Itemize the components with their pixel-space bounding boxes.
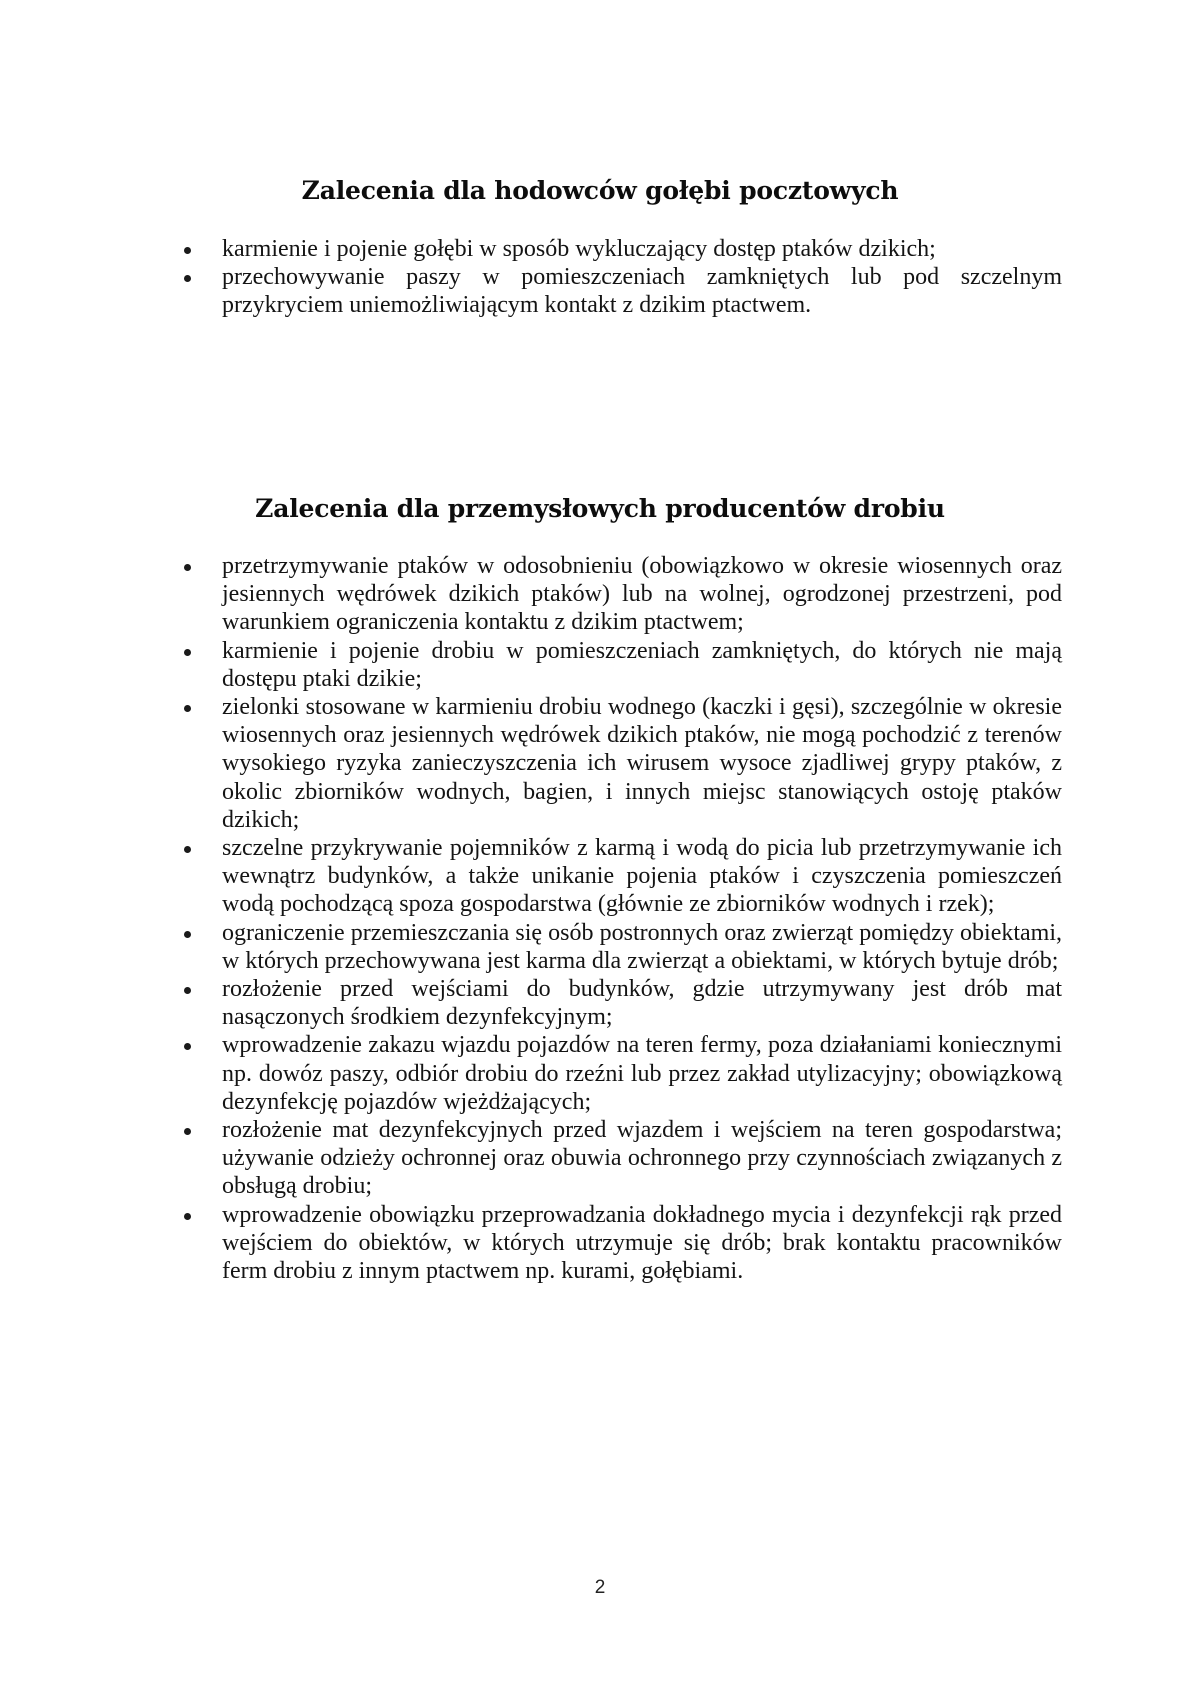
bullet-icon: [184, 846, 191, 853]
bullet-icon: [184, 564, 191, 571]
bullet-icon: [184, 1128, 191, 1135]
list-item-text: szczelne przykrywanie pojemników z karmą i wodą do picia lub przetrzymywanie ich wewnątrz budynków, a także unikanie pojenia ptaków i czyszczenia pomieszczeń wodą pochodzącą spoza gospodarstwa (głównie ze zbiorników wodnych i rzek);: [222, 835, 1062, 918]
list-item: [0, 834, 1200, 919]
list-item: [0, 1201, 1200, 1286]
list-item-text: karmienie i pojenie gołębi w sposób wykluczający dostęp ptaków dzikich;: [222, 236, 936, 262]
bullet-icon: [184, 275, 191, 282]
list-item: [0, 235, 1200, 263]
list-item-text: zielonki stosowane w karmieniu drobiu wodnego (kaczki i gęsi), szczególnie w okresie wiosennych oraz jesiennych wędrówek dzikich ptaków, nie mogą pochodzić z terenów wysokiego ryzyka zanieczyszczenia ich wirusem wysoce zjadliwej grypy ptaków, z okolic zbiorników wodnych, bagien, i innych miejsc stanowiących ostoję ptaków dzikich;: [222, 694, 1062, 833]
list-item: [0, 1031, 1200, 1116]
bullet-icon: [184, 1043, 191, 1050]
recommendation-list: [0, 552, 1200, 1285]
list-item-text: wprowadzenie zakazu wjazdu pojazdów na teren fermy, poza działaniami koniecznymi np. dowóz paszy, odbiór drobiu do rzeźni lub przez zakład utylizacyjny; obowiązkową dezynfekcję pojazdów wjeżdżających;: [222, 1032, 1062, 1115]
list-item-text: wprowadzenie obowiązku przeprowadzania dokładnego mycia i dezynfekcji rąk przed wejściem do obiektów, w których utrzymuje się drób; brak kontaktu pracowników ferm drobiu z innym ptactwem np. kurami, gołębiami.: [222, 1201, 1062, 1285]
list-item: [0, 552, 1200, 637]
bullet-icon: [184, 705, 191, 712]
list-item-text: rozłożenie mat dezynfekcyjnych przed wjazdem i wejściem na teren gospodarstwa; używanie odzieży ochronnej oraz obuwia ochronnego przy czynnościach związanych z obsługą drobiu;: [222, 1117, 1062, 1200]
bullet-icon: [184, 1213, 191, 1220]
list-item: [0, 1116, 1200, 1201]
list-item: [0, 637, 1200, 693]
section-heading: Zalecenia dla przemysłowych producentów drobiu: [255, 494, 945, 523]
list-item: [0, 919, 1200, 975]
bullet-icon: [184, 247, 191, 254]
list-item-text: rozłożenie przed wejściami do budynków, gdzie utrzymywany jest drób mat nasączonych środkiem dezynfekcyjnym;: [222, 976, 1062, 1031]
page-number: 2: [594, 1577, 606, 1598]
bullet-icon: [184, 649, 191, 656]
list-item-text: karmienie i pojenie drobiu w pomieszczeniach zamkniętych, do których nie mają dostępu ptaki dzikie;: [222, 637, 1062, 692]
list-item-text: przechowywanie paszy w pomieszczeniach zamkniętych lub pod szczelnym przykryciem uniemożliwiającym kontakt z dzikim ptactwem.: [222, 264, 1062, 319]
bullet-icon: [184, 987, 191, 994]
list-item: [0, 263, 1200, 319]
list-item-text: przetrzymywanie ptaków w odosobnieniu (obowiązkowo w okresie wiosennych oraz jesiennych wędrówek dzikich ptaków) lub na wolnej, ogrodzonej przestrzeni, pod warunkiem ograniczenia kontaktu z dzikim ptactwem;: [222, 553, 1062, 636]
list-item: [0, 693, 1200, 834]
recommendation-list: [0, 235, 1200, 320]
list-item: [0, 975, 1200, 1031]
bullet-icon: [184, 931, 191, 938]
list-item-text: ograniczenie przemieszczania się osób postronnych oraz zwierząt pomiędzy obiektami, w których przechowywana jest karma dla zwierząt a obiektami, w których bytuje drób;: [222, 919, 1062, 974]
section-heading: Zalecenia dla hodowców gołębi pocztowych: [301, 176, 899, 205]
